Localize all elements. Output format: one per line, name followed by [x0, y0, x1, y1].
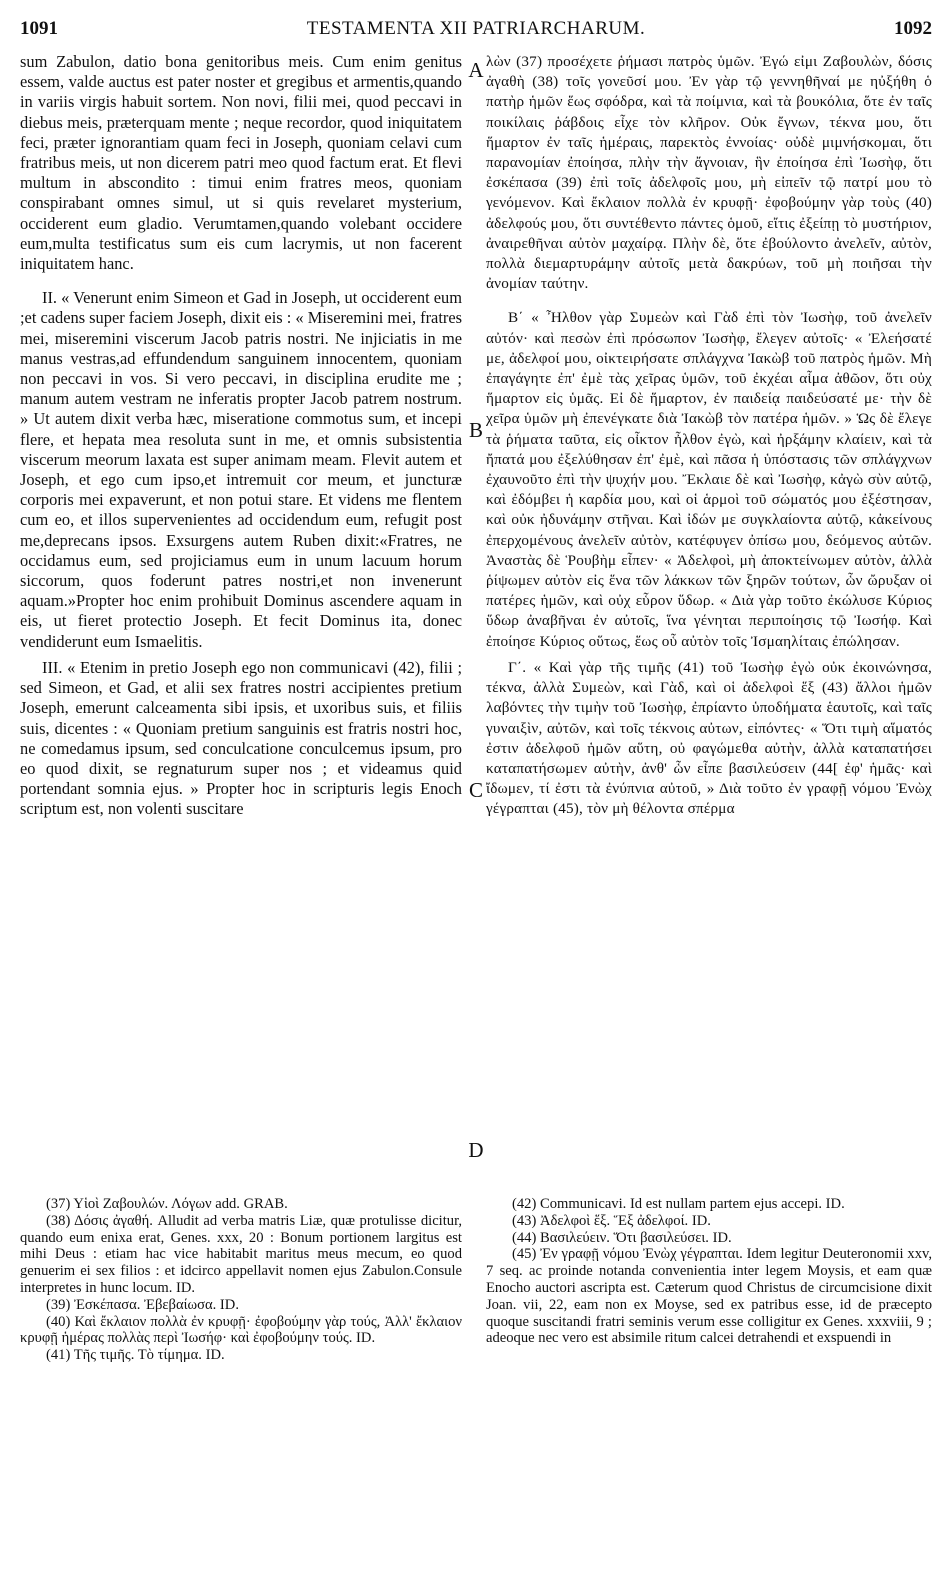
footnote-41: (41) Τῆς τιμῆς. Τὸ τίμημα. ID.	[46, 1347, 225, 1364]
footnote-38: (38) Δόσις ἀγαθή. Alludit ad verba matris Liæ, quæ protulisse dicitur, quando eum enixa erat, Genes. xxx, 20 : Bonum portionem largitus est mihi Deus : etiam hac vice habitabit maritus meus mecum, eo quod genuerim ei sex filios : et idcirco appellavit nomen ejus Zabulon.Consule interpretes in hunc locum. ID.	[20, 1212, 462, 1296]
running-header	[20, 18, 932, 44]
greek-paragraph-1: λὼν (37) προσέχετε ῥήμασι πατρὸς ὑμῶν. Ἐγώ εἰμι Ζαβουλὼν, δόσις ἀγαθὴ (38) τοῖς γονεῦσί μου. Ἐν γὰρ τῷ γεννηθῆναί με ηὐξήθη ὁ πατὴρ ἡμῶν ἕως σφόδρα, καὶ τὰ ποίμνια, καὶ τὰ βουκόλια, ὅτε ἐν ταῖς ποικίλαις ῥάβδοις εἶχε τὸν κλῆρον. Οὐκ ἔγνων, τέκνα μου, ὅτι ἥμαρτον ἐν ταῖς ἡμέραις, παρεκτὸς ἐννοίας· οὐδὲ μιμνήσκομαι, ὅτι παρανομίαν ἐποίησα, πλὴν τὴν ἄγνοιαν, ἣν ἐποίησα ἐπὶ Ἰωσὴφ, ὅτι ἐσκέπασα (39) ἐπὶ τοῖς ἀδελφοῖς μου, μὴ εἰπεῖν τῷ πατρί μου τὸ γενόμενον. Καὶ ἔκλαιον πολλὰ ἐν κρυφῇ· ἐφοβούμην γὰρ τοὺς (40) ἀδελφούς μου, ὅτι συντέθεντο πάντες ὁμοῦ, εἴτις ἐξείπῃ τὸ μυστήριον, ἀναιρεθῆναι αὐτὸν μαχαίρᾳ. Πλὴν δὲ, ὅτε ἐβούλοντο ἀνελεῖν, αὐτὸν, πολλὰ διεμαρτυράμην αὐτοῖς μετὰ δακρύων, τοῦ μὴ ποιῆσαι τὴν ἀνομίαν ταύτην.	[486, 53, 932, 293]
page-number-left: 1091	[20, 18, 58, 39]
greek-column	[486, 52, 932, 1182]
footnote-39: (39) Ἐσκέπασα. Ἐβεβαίωσα. ID.	[46, 1296, 239, 1313]
page-number-right: 1092	[894, 18, 932, 39]
latin-section-3: III. « Etenim in pretio Joseph ego non communicavi (42), filii ; sed Simeon, et Gad, et alii sex fratres nostri accipientes pretium Joseph, emerunt calceamenta sibi ipsis, et uxoribus suis, et filiis suis, dicentes : « Quoniam pretium sanguinis est fratris nostri hoc, ne comedamus ipsum, sed conculcatione conculcemus ipsum, pro eo quod dixit, se regnaturum super nos ; et videamus quid portendant somnia ejus. » Propter hoc in scripturis legis Enoch scriptum est, non volenti suscitare	[20, 657, 462, 819]
footnote-43: (43) Ἀδελφοὶ ἕξ. Ἕξ ἀδελφοί. ID.	[512, 1212, 711, 1229]
footnote-44: (44) Βασιλεύειν. Ὅτι βασιλεύσει. ID.	[512, 1229, 732, 1246]
column-marker-c: C	[468, 778, 483, 802]
column-marker-a: A	[468, 58, 484, 82]
running-title: TESTAMENTA XII PATRIARCHARUM.	[306, 18, 646, 39]
latin-column	[20, 52, 462, 1182]
footnotes-left	[20, 1196, 462, 1446]
latin-section-2: II. « Venerunt enim Simeon et Gad in Joseph, ut occiderent eum ;et cadens super faciem Joseph, dixit eis : « Miseremini mei, fratres mei, miseremini viscerum Jacob patris nostri. Ne injiciatis in me manus vestras,ad effundendum sanguinem innocentem, quoniam non peccavi in vos. Si vero peccavi, in disciplina erudite me ; manum autem vestram ne inferatis propter Jacob patrem nostrum. » Ut autem dixit verba hæc, miseratione commotus sum, et incepi flere, et hepata mea resoluta sunt in me, et omnis subsistentia viscerum meorum laxata est super animam meam. Flevit autem et Joseph, et ego cum ipso,et intremuit cor meum, et juncturæ corporis mei expaverunt, et non potui stare. Et videns me flentem cum eo, et illos supervenientes ad occidendum eum, refugit post me,deprecans ipsos. Exsurgens autem Ruben dixit:«Fratres, ne occidamus eum, sed projiciamus eum in unum lacuum horum siccorum, quos foderunt patres nostri,et non invenerunt aquam.»Propter hoc enim prohibuit Dominus ascendere aquam in eis, ut fieret protectio Joseph. Et fecit Dominus ita, donec vendiderunt eum Ismaelitis.	[20, 288, 462, 651]
latin-paragraph-1: sum Zabulon, datio bona genitoribus meis. Cum enim genitus essem, valde auctus est pater noster et gregibus et armentis,quando in variis virgis habuit sortem. Non novi, filii mei, quod peccavi in diebus meis, præterquam mente ; neque recordor, quod iniquitatem feci, præter ignorantiam quam feci in Joseph, quoniam celavi cum fratribus meis, ut non dicerem patri meo quod factum erat. Et flevi multum in abscondito : timui enim fratres meos, quoniam conspirabant omnes simul, ut si quis revelaret mysterium, occiderent eum gladio. Verumtamen,quando volebant occidere eum,multa testificatus sum eis cum lacrymis, ut non facerent iniquitatem hanc.	[20, 52, 462, 274]
footnote-40: (40) Καὶ ἔκλαιον πολλὰ ἐν κρυφῇ· ἐφοβούμην γὰρ τούς, Ἀλλ' ἔκλαιον κρυφῇ ἡμέρας πολλὰς περὶ Ἰωσήφ· καὶ ἐφοβούμην τούς. ID.	[20, 1313, 462, 1347]
greek-section-3: Γ΄. « Καὶ γὰρ τῆς τιμῆς (41) τοῦ Ἰωσὴφ ἐγὼ οὐκ ἐκοινώνησα, τέκνα, ἀλλὰ Συμεὼν, καὶ Γὰδ, καὶ οἱ ἀδελφοὶ ἕξ (43) ἄλλοι ἡμῶν λαβόντες τὴν τιμὴν τοῦ Ἰωσὴφ, ἐπρίαντο ὑποδήματα ἑαυτοῖς, καὶ ταῖς γυναιξὶν, αὐτῶν, καὶ τοῖς τέκνοις αὐτων, εἰπόντες· « Ὅτι τιμὴ αἵματός ἐστιν ἀδελφοῦ ἡμῶν αὕτη, οὐ φαγώμεθα αὐτὴν, ἀλλὰ καταπατήσει καταπατήσωμεν αὐτὴν, ἀνθ' ὧν εἶπε βασιλεύσειν (44[ ἐφ' ἡμᾶς· καὶ ἴδωμεν, τί ἐστι τὰ ἐνύπνια αὐτοῦ, » Διὰ τοῦτο ἐν γραφῇ νόμου Ἐνὼχ γέγραπται (45), τὸν μὴ θέλοντα σπέρμα	[486, 658, 932, 818]
footnote-42: (42) Communicavi. Id est nullam partem ejus accepi. ID.	[512, 1196, 845, 1212]
greek-section-2: Β΄ « Ἦλθον γὰρ Συμεὼν καὶ Γὰδ ἐπὶ τὸν Ἰωσὴφ, τοῦ ἀνελεῖν αὐτόν· καὶ πεσὼν ἐπὶ πρόσωπον Ἰωσὴφ, ἔλεγεν αὐτοῖς· « Ἐλεήσατέ με, ἀδελφοί μου, οἰκτειρήσατε σπλάγχνα Ἰακὼβ τοῦ πατρὸς ἡμῶν. Μὴ ἐπαγάγητε ἐπ' ἐμὲ τὰς χεῖρας ὑμῶν, τοῦ ἐκχέαι αἷμα ἀθῶον, ὅτι οὐχ ἥμαρτον εἰς ὑμᾶς. Εἰ δὲ ἥμαρτον, ἐν παιδείᾳ παιδεύσατέ με· τὴν δὲ χεῖρα ὑμῶν μὴ ἐπενέγκατε διὰ Ἰακὼβ τὸν πατέρα ἡμῶν. » Ὡς δὲ ἔλεγε τὰ ῥήματα ταῦτα, εἰς οἶκτον ἦλθον ἐγὼ, καὶ ἠρξάμην κλαίειν, καὶ τὰ ἤπατά μου ἐξελύθησαν ἐπ' ἐμὲ, καὶ πᾶσα ἡ ὑπόστασις τῶν σπλάγχνων ἐχαυνοῦτο ἐπὶ τὴν ψυχήν μου. Ἔκλαιε δὲ καὶ Ἰωσὴφ, κἀγὼ σὺν αὐτῷ, καὶ ἐδόμβει ἡ καρδία μου, καὶ οἱ ἁρμοὶ τοῦ σώματός μου ἐξέστησαν, καὶ οὐκ ἠδυνάμην στῆναι. Καὶ ἰδών με συγκλαίοντα αὐτῷ, κἀκείνους ἐπερχομένους ἀνελεῖν αὐτὸν, κατέφυγεν ὀπίσω μου, δεόμενος αὐτῶν. Ἀναστὰς δὲ Ῥουβὴμ εἶπεν· « Ἀδελφοὶ, μὴ ἀποκτείνωμεν αὐτὸν, ἀλλὰ ῥίψωμεν αὐτὸν εἰς ἕνα τῶν λάκκων τῶν ξηρῶν τούτων, ὧν ὤρυξαν οἱ πατέρες ἡμῶν, καὶ οὐχ εὗρον ὕδωρ. « Διὰ γὰρ τοῦτο ἐκώλυσε Κύριος ὕδωρ ἀναβῆναι ἐν αὐτοῖς, ἵνα γένηται περιποίησις τῷ Ἰωσήφ. Καὶ ἐποίησε Κύριος οὕτως, ἕως οὗ αὐτὸν τοῖς Ἰσμαηλίταις ἐπώλησαν.	[486, 309, 932, 650]
footnotes-right	[486, 1196, 932, 1566]
column-marker-d: D	[468, 1138, 484, 1162]
footnote-45: (45) Ἐν γραφῇ νόμου Ἐνὼχ γέγραπται. Idem legitur Deuteronomii xxv, 7 seq. ac proinde notanda convenientia inter legem Moysis, et eam quæ Enocho auctori ascripta est. Cæterum quod Christus de circumcisione dixit Joan. vii, 22, eam non ex Moyse, sed ex patribus esse, id de præcepto quoque suscitandi fratri seminis verum esse colligitur ex Genes. xxxviii, 9 ; adeoque nec vero est absimile ritum calcei detrahendi et exspuendi in	[486, 1246, 932, 1347]
column-marker-b: B	[468, 418, 483, 442]
footnote-37: (37) Υἱοὶ Ζαβουλών. Λόγων add. GRAB.	[46, 1196, 288, 1212]
